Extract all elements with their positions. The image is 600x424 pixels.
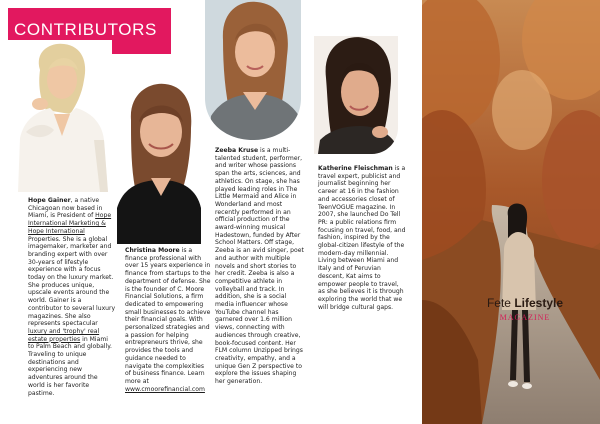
bio-text: Properties. She is a global imagemaker, marketer and branding expert with over 30-years of lifestyle experience with a focus today on the luxury market. She produces unique, upscale events around the world. Gainer is a contributor to several luxury magazines. She also represents spectacular [28, 235, 116, 328]
portrait-hope-gainer [4, 40, 112, 192]
bio-zeeba-kruse [215, 147, 305, 386]
portrait-christina-moore [117, 80, 201, 244]
cover-photo-autumn-road [422, 0, 600, 424]
bio-link[interactable]: Hope International Marketing & Hope International [28, 212, 112, 235]
bio-text: , a native Chicagoan now based in Miami, is President of [28, 197, 103, 220]
bio-name: Katherine Fleischman [318, 165, 393, 172]
bio-text: is a travel expert, publicist and journalist beginning her career at 16 in the fashion and accessories closet of TeenVOGUE magazine. In 2007, she launched Do Tell PR: a public relations firm focusing on travel, food, and fashion, inspired by the global-citizen lifestyle of the modern-day millennial. Living between Miami and Italy and of Peruvian descent, Kat aims to empower people to travel, as she believes it is through exploring the world that we will bridge cultural gaps. [318, 165, 406, 311]
portrait-katherine-fleischman [308, 36, 404, 154]
logo-subtitle: MAGAZINE [499, 313, 551, 322]
bio-text: in Miami to Palm Beach and globally. Traveling to unique destinations and experiencing new adventures around the world is her favorite pastime. [28, 335, 112, 397]
section-title: CONTRIBUTORS [14, 20, 157, 39]
bio-text: is a finance professional with over 15 years experience in finance from startups to the department of defense. She is the founder of C. Moore Financial Solutions, a firm dedicated to empowering small businesses to achieve their financial goals. With personalized strategies and a passion for helping entrepreneurs thrive, she provides the tools and guidance needed to navigate the complexities of business finance. Learn more at [125, 247, 211, 385]
bio-christina-moore [125, 247, 211, 393]
logo-wordmark [470, 296, 580, 310]
portrait-zeeba-kruse [205, 0, 301, 140]
logo-word-fete: Fete [486, 296, 515, 310]
magazine-logo [470, 296, 580, 322]
bio-link[interactable]: luxury and 'trophy' real estate properties [28, 327, 100, 343]
bio-name: Zeeba Kruse [215, 147, 259, 154]
bio-link[interactable]: www.cmoorefinancial.com [125, 385, 205, 393]
logo-word-lifestyle: Lifestyle [514, 296, 564, 310]
bio-hope-gainer [28, 197, 116, 397]
bio-name: Hope Gainer [28, 197, 71, 204]
bio-name: Christina Moore [125, 247, 180, 254]
bio-text: is a multi-talented student, performer, and writer whose passions span the arts, sciences, and athletics. On stage, she has played leading roles in The Little Mermaid and Alice in Wonderland and most recently performed in an official production of the award-winning musical Hadestown, funded by After School Matters. Off stage, Zeeba is an avid singer, poet and author with multiple novels and short stories to her credit. Zeeba is also a competitive athlete in volleyball and track. In addition, she is a social media influencer whose YouTube channel has garnered over 1.6 million views, connecting with audiences through creative, book-focused content. Her FLM column Unzipped brings creativity, empathy, and a unique Gen Z perspective to explore the issues shaping her generation. [215, 147, 304, 386]
bio-katherine-fleischman [318, 165, 406, 311]
